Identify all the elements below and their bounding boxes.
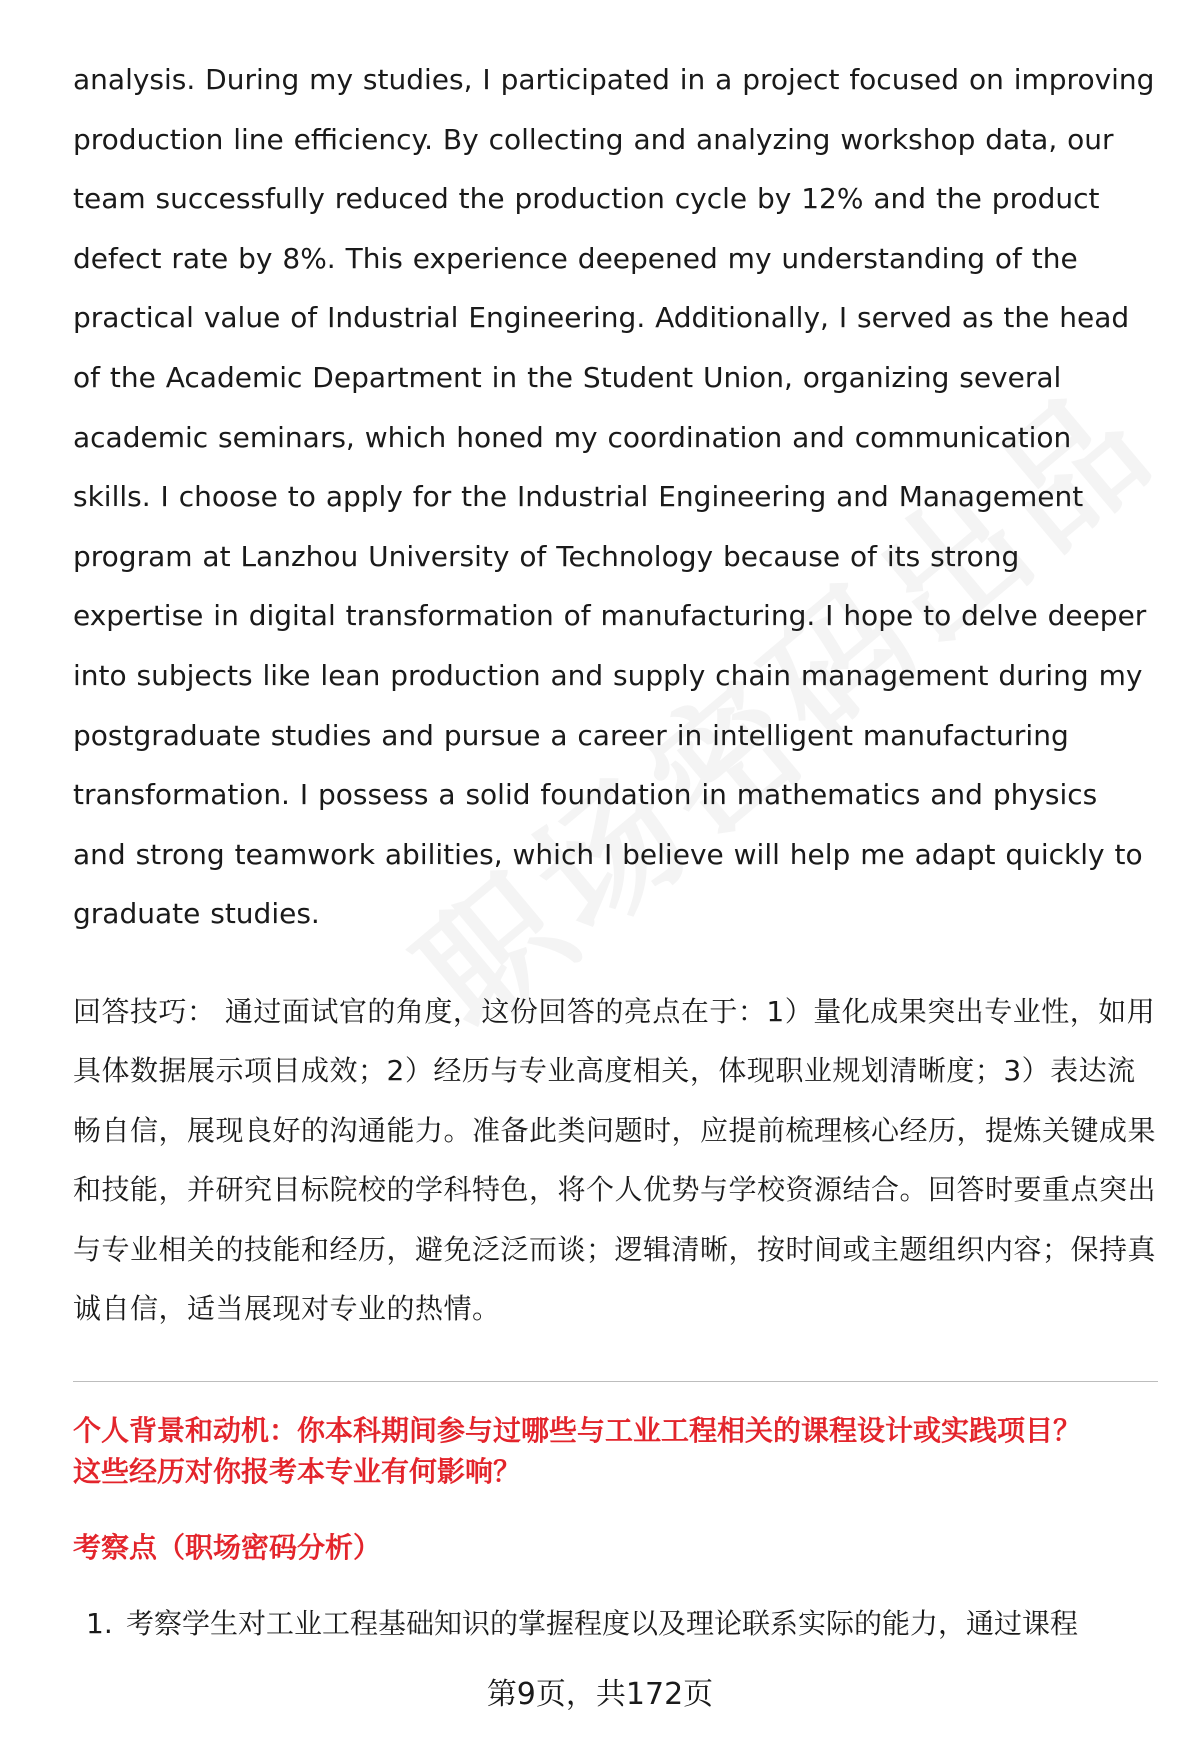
answer-paragraph: analysis. During my studies, I participated in a project focused on improving production line efficiency. By collecting and analyzing workshop data, our team successfully reduced the production cycle by 12% and the product defect rate by 8%. This experience deepened my understanding of the practical value of Industrial Engineering. Additionally, I served as the head of the Academic Department in the Student Union, organizing several academic seminars, which honed my coordination and communication skills. I choose to apply for the Industrial Engineering and Management program at Lanzhou University of Technology because of its strong expertise in digital transformation of manufacturing. I hope to delve deeper into subjects like lean production and supply chain management during my postgraduate studies and pursue a career in intelligent manufacturing transformation. I possess a solid foundation in mathematics and physics and strong teamwork abilities, which I believe will help me adapt quickly to graduate studies. bbox=[73, 63, 1155, 931]
list-item-number: 1. bbox=[86, 1606, 113, 1640]
list-item bbox=[73, 1604, 1158, 1644]
tips-label: 回答技巧： bbox=[73, 994, 216, 1028]
tips-text: 通过面试官的角度，这份回答的亮点在于：1）量化成果突出专业性，如用具体数据展示项目成效；2）经历与专业高度相关，体现职业规划清晰度；3）表达流畅自信，展现良好的沟通能力。准备此类问题时，应提前梳理核心经历，提炼关键成果和技能，并研究目标院校的学科特色，将个人优势与学校资源结合。回答时要重点突出与专业相关的技能和经历，避免泛泛而谈；逻辑清晰，按时间或主题组织内容；保持真诚自信，适当展现对专业的热情。 bbox=[73, 994, 1157, 1326]
section-divider bbox=[73, 1381, 1158, 1382]
question-line-2: 这些经历对你报考本专业有何影响？ bbox=[73, 1454, 522, 1488]
question-line-1: 个人背景和动机：你本科期间参与过哪些与工业工程相关的课程设计或实践项目？ bbox=[73, 1413, 1082, 1447]
tips-paragraph bbox=[73, 982, 1158, 1339]
list-item-text: 考察学生对工业工程基础知识的掌握程度以及理论联系实际的能力，通过课程 bbox=[126, 1606, 1079, 1640]
document-page bbox=[73, 50, 1158, 1644]
assessment-subheading: 考察点（职场密码分析） bbox=[73, 1530, 382, 1564]
assessment-list bbox=[73, 1604, 1158, 1644]
page-footer: 第9页，共172页 bbox=[486, 1677, 714, 1712]
question-heading bbox=[73, 1410, 1158, 1492]
